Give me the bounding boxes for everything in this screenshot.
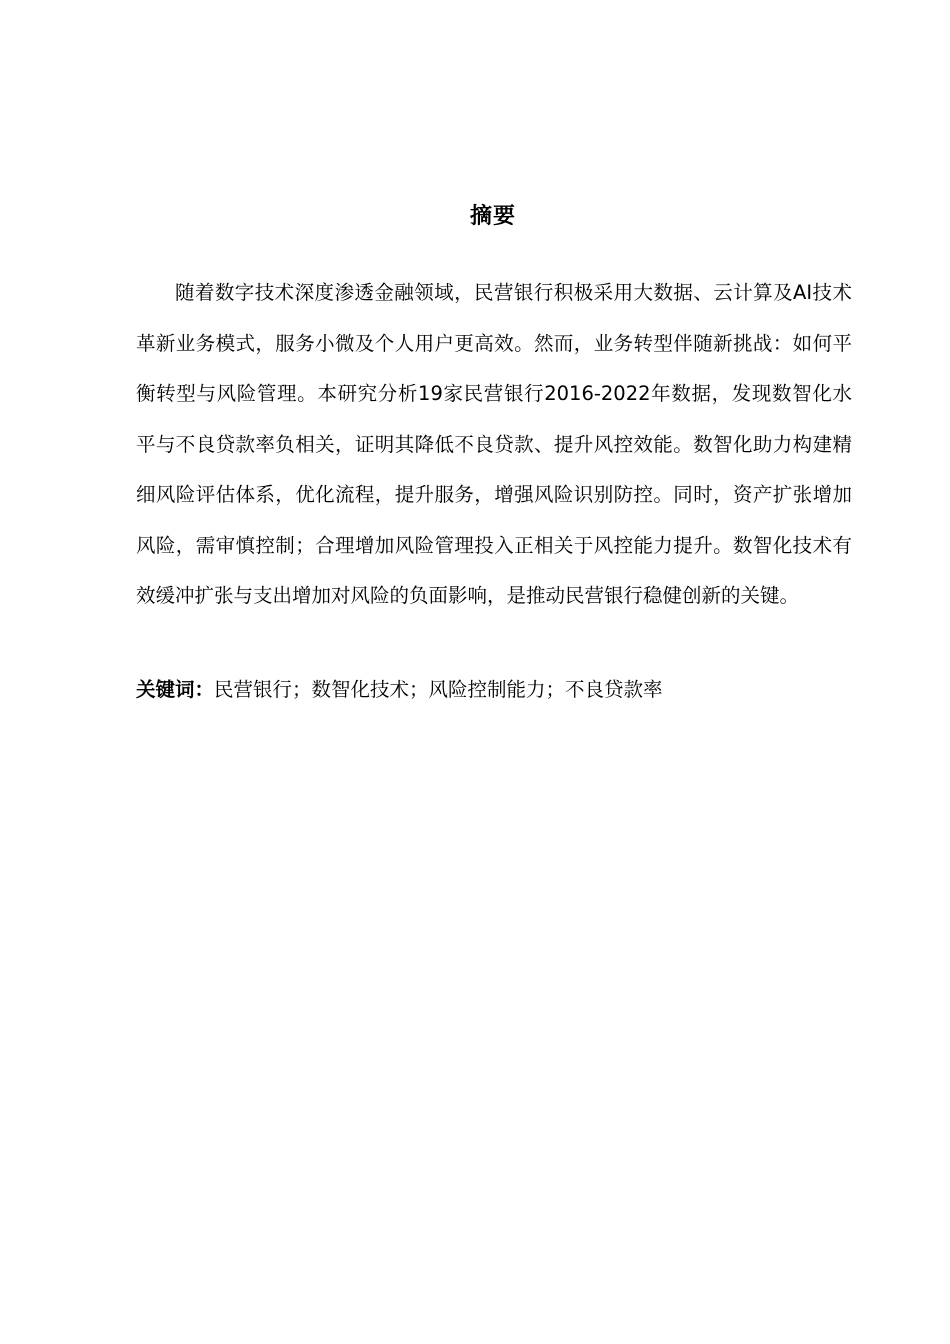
abstract-paragraph: 随着数字技术深度渗透金融领域，民营银行积极采用大数据、云计算及AI技术革新业务模式，服务小微及个人用户更高效。然而，业务转型伴随新挑战：如何平衡转型与风险管理。本研究分析19家民营银行2016-2022年数据，发现数智化水平与不良贷款率负相关，证明其降低不良贷款、提升风控效能。数智化助力构建精细风险评估体系，优化流程，提升服务，增强风险识别防控。同时，资产扩张增加风险，需审慎控制；合理增加风险管理投入正相关于风控能力提升。数智化技术有效缓冲扩张与支出增加对风险的负面影响，是推动民营银行稳健创新的关键。 [136,281,852,607]
keywords-label: 关键词： [136,678,215,701]
page-title: 摘要 [469,204,516,229]
keywords-text: 民营银行；数智化技术；风险控制能力；不良贷款率 [214,678,663,701]
keywords-line [136,668,852,712]
